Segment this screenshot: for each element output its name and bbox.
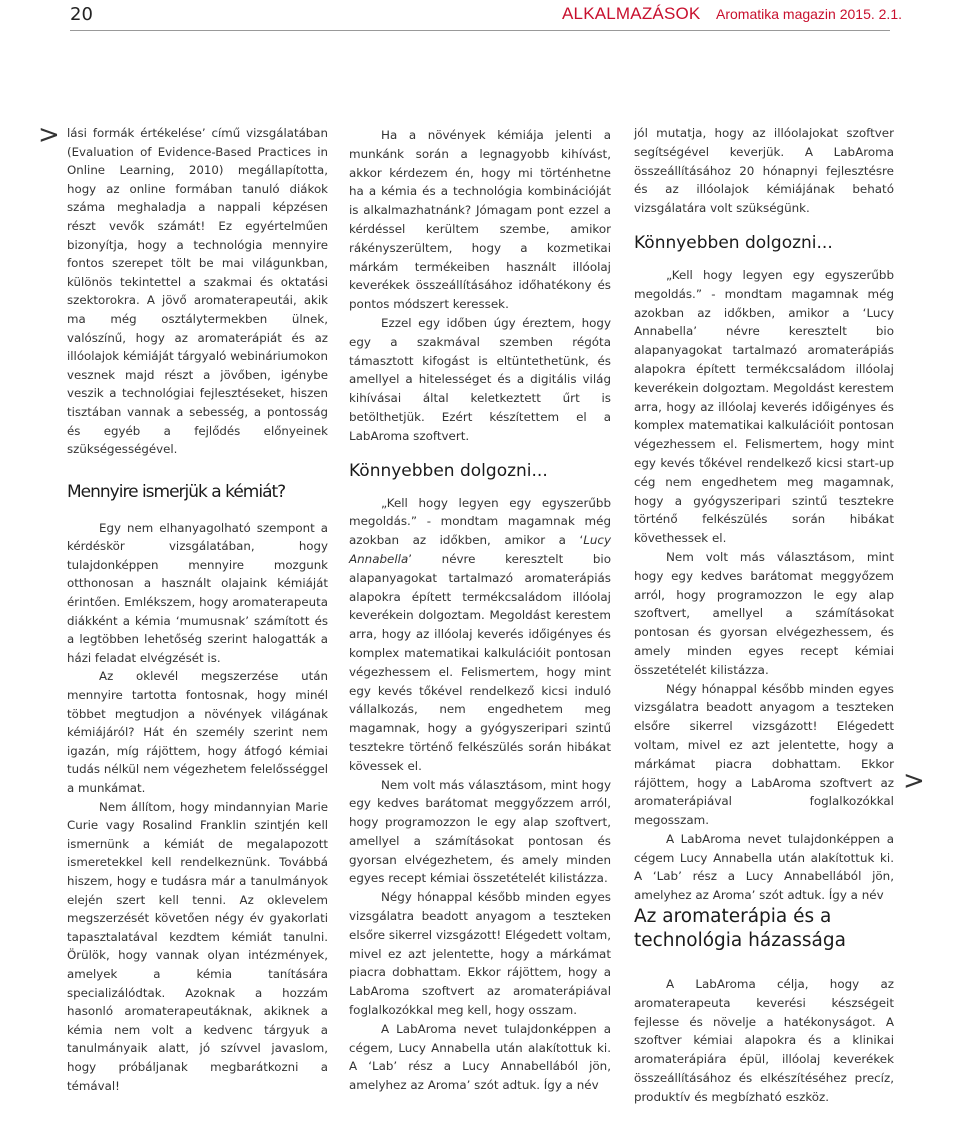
section-heading-chemistry: Mennyire ismerjük a kémiát? bbox=[67, 481, 286, 502]
section-heading-easier-work: Könnyebben dolgozni... bbox=[349, 460, 548, 481]
column-1 bbox=[67, 124, 328, 1095]
page-number: 20 bbox=[70, 4, 93, 25]
paragraph: Az oklevél megszerzése után mennyire tartotta fontosnak, hogy minél többet megtudjon a növények világának kémiájáról? Hát én személy szerint nem igazán, míg rájöttem, hogy átfogó kémiai tudás nélkül nem végezhetem felelősséggel a munkámat. bbox=[67, 669, 328, 795]
paragraph: Nem állítom, hogy mindannyian Marie Curie vagy Rosalind Franklin szintjén kell ismernünk a kémiát de megalapozott ismeretekkel kell rendelkeznünk. Továbbá hiszem, hogy e tudásra már a tanulmányok elején szert kell tenni. Az oklevelem megszerzését követően négy év gyakorlati tapasztalatával kezdtem kémiát tanulni. Örülök, hogy vannak olyan intézmények, amelyek a kémia tanítására specializálódtak. Azoknak a hozzám hasonló aromaterapeutáknak, akiknek a kémia nem volt a kedvenc tárgyuk a tanulmányaik alatt, jó szívvel javaslom, hogy próbáljanak megbarátkozni a témával! bbox=[67, 799, 328, 1093]
magazine-issue: Aromatika magazin 2015. 2.1. bbox=[716, 6, 902, 22]
paragraph: Ezzel egy időben úgy éreztem, hogy egy a szakmával szemben régóta támasztott kifogást is eltüntethetünk, és amellyel a hitelességet és a digitális világ kihívásai által keletkeztett űrt is betölthetjük. Ezért készítettem el a LabAroma szoftvert. bbox=[349, 315, 611, 443]
section-title: ALKALMAZÁSOK bbox=[562, 4, 701, 23]
paragraph: Négy hónappal később minden egyes vizsgálatra beadott anyagom a teszteken elsőre sikerrel vizsgázott! Elégedett voltam, mivel ez azt jelentette, hogy a márkámat piacra dobhattam. Ekkor rájöttem, hogy a LabAroma szoftvert az aromaterápiával foglalkozókkal megosszam. bbox=[634, 681, 894, 828]
paragraph: „Kell hogy legyen egy egyszerűbb megoldás.” - mondtam magamnak még azokban az időkben, amikor a ‘Lucy Annabella’ névre keresztelt bio alapanyagokat tartalmazó aromaterápiás alapokra épített termékcsaládom illóolaj keverékein dolgoztam. Megoldást kerestem arra, hogy az illóolaj keverés időigényes és komplex matematikai kalkulációit pontosan végezhessem el. Felismertem, hogy mint egy kevés tőkével rendelkező kicsi start-up cég nem engedhetem meg magamnak, hogy a gyógyszeripari szintű tesztekre történő felkészülés során hibákat követhessek el. bbox=[634, 267, 894, 546]
paragraph: A LabAroma nevet tulajdonképpen a cégem Lucy Annabella után alakítottuk ki. A ‘Lab’ rész a Lucy Annabellából jön, amelyhez az Aroma’ szót adtuk. Így a név bbox=[634, 831, 894, 903]
paragraph: Egy nem elhanyagolható szempont a kérdéskör vizsgálatában, hogy tulajdonképpen mennyire mozgunk otthonosan a használt olajaink kémiáját érintően. Emlékszem, hogy aromaterapeuta diákként a kémia ‘mumusnak’ számított és a legtöbben lehetőség szerint halogatták a házi feladat elvégzését is. bbox=[67, 520, 328, 665]
header-divider bbox=[70, 30, 890, 31]
continued-on-icon: > bbox=[903, 766, 925, 796]
paragraph: lási formák értékelése’ című vizsgálatában (Evaluation of Evidence-Based Practices in Online Learning, 2010) megállapította, hogy az online formában tanuló diákok száma meghaladja a nappali képzésen részt vevők számát! Ez egyértelműen bizonyítja, hogy a technológia mennyire fontos szerepet tölt be mai világunkban, különös tekintettel a szakmai és oktatási szektorokra. A jövő aromaterapeutái, akik ma még osztálytermekben ülnek, valószínű, hogy az aromaterápiát és az illóolajok kémiáját tárgyaló webináriumokon vesznek majd részt a jövőben, igénybe veszik a technológiai fejlesztéseket, hiszen tisztában vannak a sebesség, a pontosság és egyéb a fejlődés előnyeinek szükségességével. bbox=[67, 126, 328, 457]
page-header bbox=[0, 0, 960, 36]
major-heading: Az aromaterápia és a technológia házassága bbox=[634, 906, 846, 952]
brand-name: Lucy Annabella bbox=[349, 533, 611, 566]
paragraph: Nem volt más választásom, mint hogy egy kedves barátomat meggyőzem arról, hogy programozzon le egy alap szoftvert, amellyel a számításokat pontosan és gyorsan elvégezhessem, és amely minden egyes recept kémiai összetételét kilistázza. bbox=[634, 549, 894, 677]
column-3 bbox=[634, 124, 894, 1107]
paragraph: Ha a növények kémiája jelenti a munkánk során a legnagyobb kihívást, akkor kérdezem én, hogy mi történhetne ha a kémia és a technológia kombinációját is alkalmazhatnánk? Jómagam pont ezzel a kérdéssel kerültem szembe, amikor rákényszerültem, hogy a kozmetikai márkám termékeiben használt illóolaj keverékek összeállításához időhatékony és pontos módszert keressek. bbox=[349, 128, 611, 312]
paragraph: Nem volt más választásom, mint hogy egy kedves barátomat meggyőzzem arról, hogy programozzon le egy alap szoftvert, amellyel a számításokat pontosan és gyorsan elvégezhetem, és amely minden egyes recept kémiai összetételét kilistázza. bbox=[349, 777, 611, 886]
paragraph bbox=[349, 494, 611, 776]
paragraph: A LabAroma célja, hogy az aromaterapeuta keverési készségeit fejlesse és növelje a hatékonyságot. A szoftver kémiai alapokra és a klinikai aromaterápiára épül, illóolaj keverékek összeállításához és elkészítéséhez precíz, produktív és megbízható eszköz. bbox=[634, 977, 894, 1104]
section-heading-easier-work: Könnyebben dolgozni... bbox=[634, 232, 833, 253]
paragraph: jól mutatja, hogy az illóolajokat szoftver segítségével keverjük. A LabAroma összeállításához 20 hónapnyi fejlesztésre és az illóolajok kémiájának beható vizsgálatára volt szükségünk. bbox=[634, 126, 894, 216]
column-2 bbox=[349, 126, 611, 1095]
paragraph-part: „Kell hogy legyen egy egyszerűbb megoldás.” - mondtam magamnak még azokban az időkben, amikor a ‘ bbox=[349, 495, 611, 548]
paragraph: Négy hónappal később minden egyes vizsgálatra beadott anyagom a teszteken elsőre sikerrel vizsgázott! Elégedett voltam, mivel ez azt jelentette, hogy a márkámat piacra dobhattam. Ekkor rájöttem, hogy a LabAroma szoftvert az aromaterápiával foglalkozókkal meg kell, hogy osszam. bbox=[349, 890, 611, 1018]
paragraph-part: ’ névre keresztelt bio alapanyagokat tartalmazó aromaterápiás alapokra épített termékcsaládom illóolaj keverékein dolgoztam. Megoldást kerestem arra, hogy az illóolaj keverés időigényes és komplex matematikai kalkulációit pontosan végezhessem el. Felismertem, hogy mint egy kevés tőkével rendelkező kicsi induló vállalkozás, nem engedhetem meg magamnak, hogy a gyógyszeripari szintű tesztekre történő felkészülés során hibákat kövessek el. bbox=[349, 551, 611, 773]
continued-from-icon: > bbox=[38, 120, 60, 150]
paragraph: A LabAroma nevet tulajdonképpen a cégem, Lucy Annabella után alakítottuk ki. A ‘Lab’ rész a Lucy Annabellából jön, amelyhez az Aroma’ szót adtuk. Így a név bbox=[349, 1021, 611, 1093]
